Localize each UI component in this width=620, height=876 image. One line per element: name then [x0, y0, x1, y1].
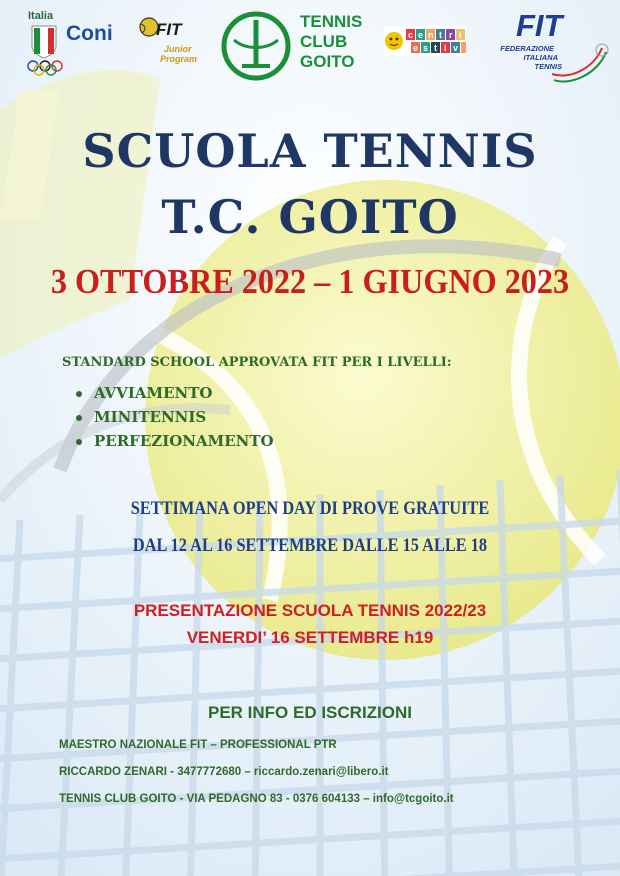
fit-logo-line3: TENNIS — [534, 62, 562, 71]
svg-text:e: e — [418, 30, 424, 40]
level-item — [76, 432, 274, 450]
tc-goito-emblem-icon — [220, 10, 292, 82]
open-day-line2: DAL 12 AL 16 SETTEMBRE DALLE 15 ALLE 18 — [132, 535, 488, 556]
coni-logo — [22, 10, 132, 80]
info-line-maestro: MAESTRO NAZIONALE FIT – PROFESSIONAL PTR — [59, 739, 337, 751]
open-day-line1: SETTIMANA OPEN DAY DI PROVE GRATUITE — [130, 498, 490, 519]
coni-italia-text: Italia — [28, 10, 54, 22]
olympic-rings-icon — [26, 60, 64, 76]
svg-text:s: s — [423, 43, 429, 53]
season-dates: 3 OTTOBRE 2022 – 1 GIUGNO 2023 — [50, 262, 570, 301]
presentation-line1: PRESENTAZIONE SCUOLA TENNIS 2022/23 — [133, 601, 487, 620]
tc-goito-logo — [220, 10, 370, 82]
bullet-icon — [76, 415, 82, 421]
svg-text:r: r — [449, 30, 453, 40]
info-line-club: TENNIS CLUB GOITO - VIA PEDAGNO 83 - 0376 604133 – info@tcgoito.it — [59, 793, 454, 805]
svg-text:e: e — [413, 43, 419, 53]
info-line-contact: RICCARDO ZENARI - 3477772680 – riccardo.zenari@libero.it — [59, 766, 389, 778]
svg-text:i: i — [444, 43, 447, 53]
centri-estivi-emblem — [384, 26, 466, 56]
levels-heading: STANDARD SCHOOL APPROVATA FIT PER I LIVELLI: — [62, 355, 452, 370]
tc-goito-line2: CLUB — [300, 32, 348, 51]
level-item — [76, 384, 212, 402]
coni-shield-icon — [30, 24, 58, 60]
svg-text:t: t — [439, 30, 442, 40]
fit-logo-name: FIT — [516, 8, 563, 43]
fit-junior-program-logo — [138, 14, 202, 70]
fit-junior-sub1: Junior — [164, 44, 192, 54]
level-item-label: MINITENNIS — [94, 408, 207, 426]
svg-text:i: i — [459, 30, 462, 40]
page-title-line1: SCUOLA TENNIS — [82, 124, 538, 178]
bullet-icon — [76, 439, 82, 445]
tc-goito-line3: GOITO — [300, 52, 355, 71]
presentation-line2: VENERDI’ 16 SETTEMBRE h19 — [186, 628, 434, 647]
fit-junior-sub2: Program — [160, 54, 198, 64]
coni-name: Coni — [66, 22, 113, 45]
level-item-label: AVVIAMENTO — [94, 384, 213, 402]
fit-logo-line1: FEDERAZIONE — [500, 44, 554, 53]
level-item — [76, 408, 206, 426]
svg-text:c: c — [408, 30, 414, 40]
centri-estivi-logo — [384, 26, 466, 56]
svg-text:n: n — [428, 30, 434, 40]
bullet-icon — [76, 391, 82, 397]
page-title-line2: T.C. GOITO — [161, 190, 459, 244]
info-title: PER INFO ED ISCRIZIONI — [207, 703, 413, 722]
fit-logo-line2: ITALIANA — [523, 53, 558, 62]
fit-junior-name: FIT — [156, 20, 182, 39]
level-item-label: PERFEZIONAMENTO — [94, 432, 274, 450]
fit-federation-logo — [488, 10, 610, 86]
tc-goito-line1: TENNIS — [300, 12, 363, 31]
svg-text:t: t — [434, 43, 437, 53]
svg-text:v: v — [453, 43, 459, 53]
fit-swoosh-icon — [550, 40, 610, 86]
